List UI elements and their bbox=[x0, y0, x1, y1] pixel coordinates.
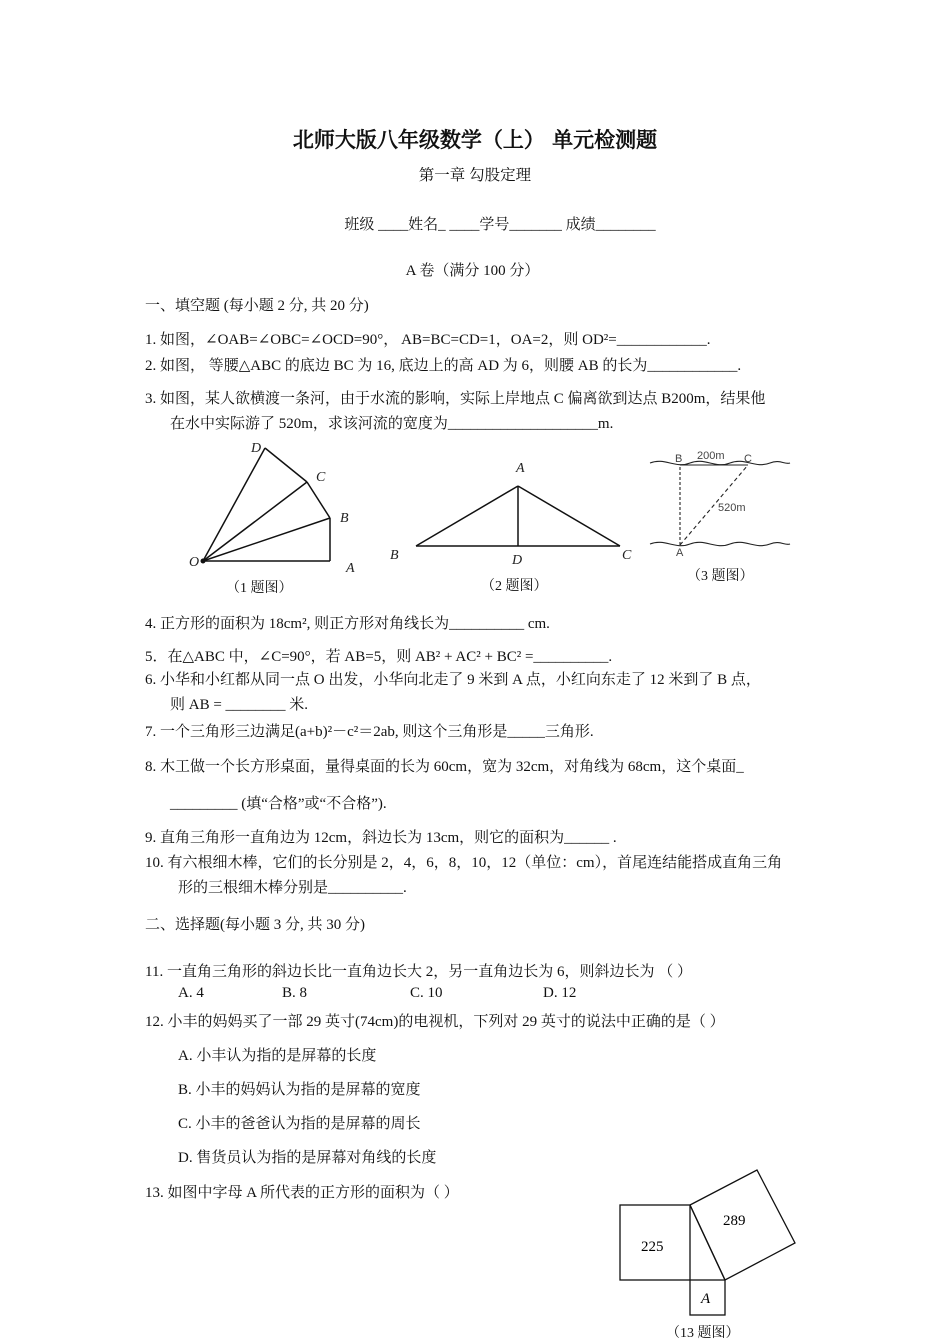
q12-option-b: B. 小丰的妈妈认为指的是屏幕的宽度 bbox=[178, 1082, 421, 1098]
question-6-line1: 6. 小华和小红都从同一点 O 出发，小华向北走了 9 米到 A 点，小红向东走了 12 米到了 B 点， bbox=[145, 672, 761, 688]
question-9: 9. 直角三角形一直角边为 12cm，斜边长为 13cm，则它的面积为______ . bbox=[145, 830, 617, 846]
q11-option-c: C. 10 bbox=[410, 985, 443, 1001]
q12-option-d: D. 售货员认为指的是屏幕对角线的长度 bbox=[178, 1150, 437, 1166]
section2-heading: 二、选择题(每小题 3 分, 共 30 分) bbox=[145, 917, 365, 933]
q11-option-b: B. 8 bbox=[282, 985, 308, 1001]
fig1-label-C: C bbox=[316, 470, 326, 485]
fig3-label-B: B bbox=[675, 453, 683, 465]
figure-13 bbox=[615, 1170, 805, 1315]
question-13: 13. 如图中字母 A 所代表的正方形的面积为（ ） bbox=[145, 1185, 459, 1201]
fig1-label-O: O bbox=[189, 555, 200, 570]
question-7: 7. 一个三角形三边满足(a+b)²－c²＝2ab, 则这个三角形是_____三角形. bbox=[145, 724, 594, 740]
fig2-label-B: B bbox=[390, 548, 399, 563]
fig1-seg-OD bbox=[203, 448, 265, 561]
fig1-seg-CD bbox=[265, 448, 307, 482]
fig3-label-A: A bbox=[676, 547, 684, 559]
fig1-label-D: D bbox=[251, 441, 262, 456]
fig3-label-200m: 200m bbox=[697, 450, 725, 462]
figure-2 bbox=[390, 458, 630, 568]
fig2-seg-AC bbox=[518, 486, 620, 546]
fig3-caption: （3 题图） bbox=[687, 569, 754, 584]
fig13-label-A: A bbox=[701, 1291, 711, 1307]
fig1-seg-OB bbox=[203, 518, 330, 561]
fig13-label-289: 289 bbox=[723, 1213, 746, 1229]
fig1-seg-OC bbox=[203, 482, 307, 561]
question-4: 4. 正方形的面积为 18cm², 则正方形对角线长为__________ cm. bbox=[145, 616, 550, 632]
question-11: 11. 一直角三角形的斜边长比一直角边长大 2，另一直角边长为 6，则斜边长为 （ ） bbox=[145, 964, 692, 980]
q11-option-a: A. 4 bbox=[178, 985, 204, 1001]
chapter-title: 第一章 勾股定理 bbox=[418, 167, 532, 184]
question-6-line2: 则 AB = ________ 米. bbox=[170, 697, 309, 713]
fig3-label-C: C bbox=[744, 453, 752, 465]
question-2: 2. 如图， 等腰△ABC 的底边 BC 为 16, 底边上的高 AD 为 6，则腰 AB 的长为____________. bbox=[145, 358, 742, 374]
fig13-caption: （13 题图） bbox=[666, 1326, 740, 1341]
fig2-seg-AB bbox=[416, 486, 518, 546]
fig3-label-520m: 520m bbox=[718, 502, 746, 514]
question-10-line1: 10. 有六根细木棒，它们的长分别是 2，4，6，8，10，12（单位：cm），首尾连结能搭成直角三角 bbox=[145, 855, 783, 871]
student-info: 班级 ____姓名_ ____学号_______ 成绩________ bbox=[344, 217, 656, 233]
question-8-line1: 8. 木工做一个长方形桌面，量得桌面的长为 60cm，宽为 32cm，对角线为 68cm，这个桌面_ bbox=[145, 759, 744, 775]
q11-option-d: D. 12 bbox=[543, 985, 577, 1001]
paper-label: A 卷（满分 100 分） bbox=[405, 263, 540, 279]
question-12: 12. 小丰的妈妈买了一部 29 英寸(74cm)的电视机，下列对 29 英寸的说法中正确的是（ ） bbox=[145, 1014, 725, 1030]
fig2-label-D: D bbox=[512, 553, 523, 568]
question-5: 5．在△ABC 中，∠C=90°，若 AB=5，则 AB² + AC² + BC² =__________. bbox=[145, 649, 613, 665]
figure-1 bbox=[185, 440, 355, 580]
q12-option-a: A. 小丰认为指的是屏幕的长度 bbox=[178, 1048, 377, 1064]
fig2-caption: （2 题图） bbox=[481, 579, 548, 594]
fig1-label-A: A bbox=[346, 561, 355, 576]
fig13-label-225: 225 bbox=[641, 1239, 664, 1255]
fig2-label-A: A bbox=[516, 461, 525, 476]
question-1: 1. 如图，∠OAB=∠OBC=∠OCD=90°， AB=BC=CD=1，OA=2，则 OD²=____________. bbox=[145, 332, 711, 348]
fig1-label-B: B bbox=[340, 511, 349, 526]
figure-3 bbox=[645, 445, 805, 565]
section1-heading: 一、填空题 (每小题 2 分, 共 20 分) bbox=[145, 298, 369, 314]
fig2-label-C: C bbox=[622, 548, 632, 563]
question-3-line1: 3. 如图，某人欲横渡一条河，由于水流的影响，实际上岸地点 C 偏离欲到达点 B200m，结果他 bbox=[145, 391, 766, 407]
question-3-line2: 在水中实际游了 520m，求该河流的宽度为____________________m. bbox=[170, 416, 614, 432]
fig1-caption: （1 题图） bbox=[226, 581, 293, 596]
fig3-riverbank-bottom bbox=[650, 542, 790, 545]
q12-option-c: C. 小丰的爸爸认为指的是屏幕的周长 bbox=[178, 1116, 421, 1132]
fig1-seg-BC bbox=[307, 482, 330, 518]
question-8-line2: _________ (填“合格”或“不合格”). bbox=[170, 796, 387, 812]
page-title: 北师大版八年级数学（上） 单元检测题 bbox=[292, 128, 658, 152]
question-10-line2: 形的三根细木棒分别是__________. bbox=[178, 880, 407, 896]
